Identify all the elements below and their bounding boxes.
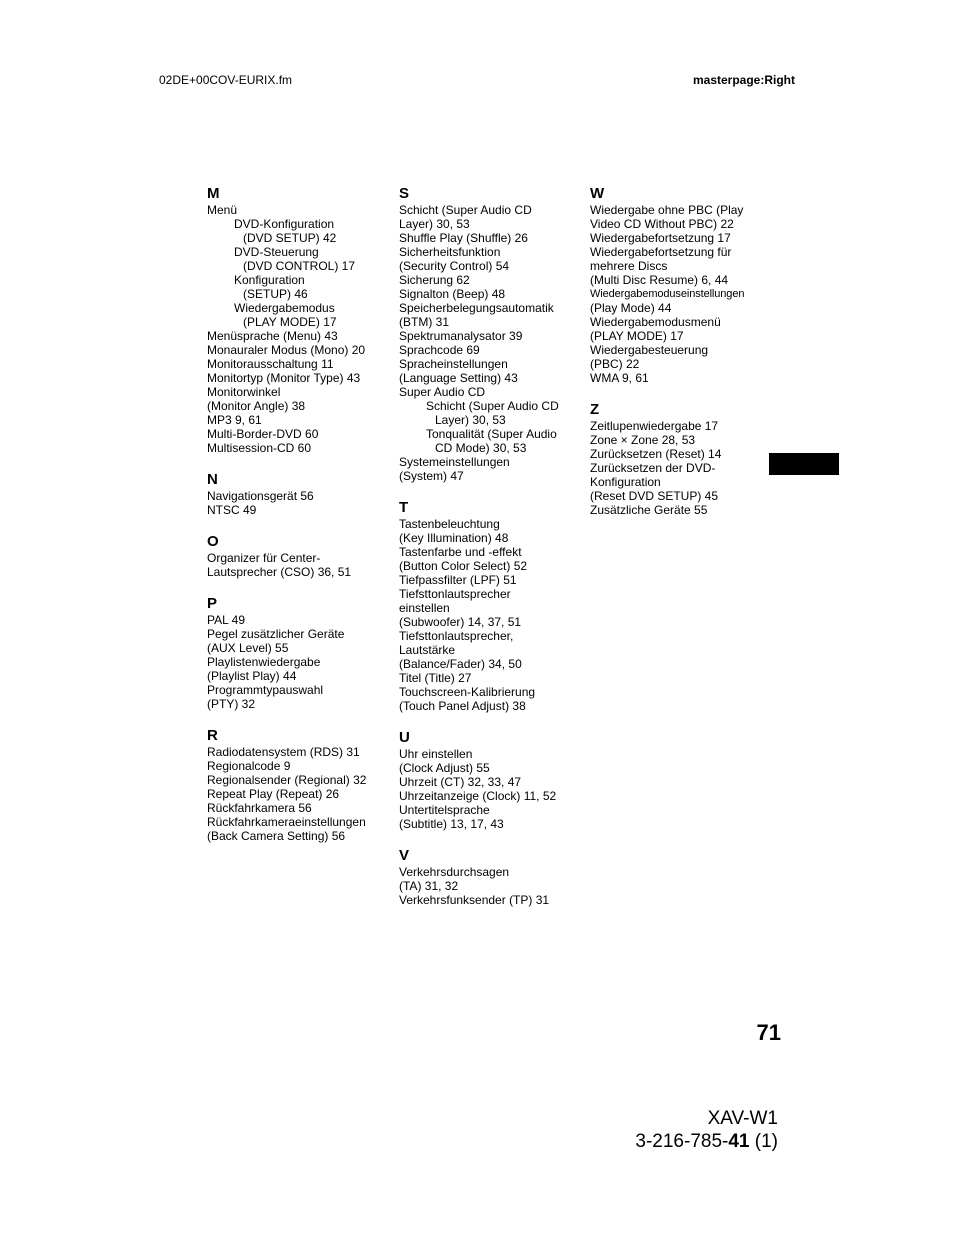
index-entry: Super Audio CD xyxy=(399,385,486,399)
section-letter: R xyxy=(207,727,218,744)
index-entry: Repeat Play (Repeat) 26 xyxy=(207,787,340,801)
index-section-r xyxy=(207,727,392,843)
index-entry: Tiefsttonlautsprecher, xyxy=(399,629,514,643)
index-entry: (Reset DVD SETUP) 45 xyxy=(590,489,719,503)
section-letter: Z xyxy=(590,401,600,418)
index-entry: Playlistenwiedergabe xyxy=(207,655,321,669)
index-entry: Lautsprecher (CSO) 36, 51 xyxy=(207,565,352,579)
index-entry: Schicht (Super Audio CD xyxy=(399,203,532,217)
index-entry: Konfiguration xyxy=(590,475,661,489)
index-entry: mehrere Discs xyxy=(590,259,668,273)
index-entry: Uhrzeit (CT) 32, 33, 47 xyxy=(399,775,522,789)
index-entry: Monauraler Modus (Mono) 20 xyxy=(207,343,366,357)
index-entry: Zusätzliche Geräte 55 xyxy=(590,503,708,517)
section-letter: U xyxy=(399,729,410,746)
section-tab-marker xyxy=(769,453,839,475)
page-number: 71 xyxy=(756,1020,781,1045)
index-entry: Regionalsender (Regional) 32 xyxy=(207,773,367,787)
model-code xyxy=(635,1130,778,1153)
index-section-p xyxy=(207,595,392,711)
index-entry: (Security Control) 54 xyxy=(399,259,510,273)
section-letter: P xyxy=(207,595,218,612)
index-entry: Pegel zusätzlicher Geräte xyxy=(207,627,345,641)
index-entry: (PLAY MODE) 17 xyxy=(590,329,684,343)
index-entry: Tiefpassfilter (LPF) 51 xyxy=(399,573,517,587)
index-entry: Titel (Title) 27 xyxy=(399,671,472,685)
index-entry: (Subtitle) 13, 17, 43 xyxy=(399,817,504,831)
index-entry: Wiedergabefortsetzung 17 xyxy=(590,231,731,245)
index-entry: Uhr einstellen xyxy=(399,747,473,761)
index-entry: (AUX Level) 55 xyxy=(207,641,289,655)
index-entry: (Touch Panel Adjust) 38 xyxy=(399,699,526,713)
index-entry: (Monitor Angle) 38 xyxy=(207,399,306,413)
section-letter: O xyxy=(207,533,219,550)
index-entry: Uhrzeitanzeige (Clock) 11, 52 xyxy=(399,789,557,803)
index-entry: Zurücksetzen der DVD- xyxy=(590,461,716,475)
index-entry: Menüsprache (Menu) 43 xyxy=(207,329,338,343)
index-entry: Wiedergabe ohne PBC (Play xyxy=(590,203,744,217)
section-letter: V xyxy=(399,847,410,864)
section-letter: M xyxy=(207,185,220,202)
index-entry: (DVD SETUP) 42 xyxy=(243,231,337,245)
index-entry: CD Mode) 30, 53 xyxy=(435,441,527,455)
index-entry: Rückfahrkameraeinstellungen xyxy=(207,815,366,829)
index-section-n xyxy=(207,471,392,517)
index-entry: (Key Illumination) 48 xyxy=(399,531,509,545)
index-entry: Video CD Without PBC) 22 xyxy=(590,217,734,231)
model-code-bold: 41 xyxy=(728,1131,750,1152)
index-section-t xyxy=(399,499,584,713)
index-entry: Layer) 30, 53 xyxy=(435,413,506,427)
index-entry: Touchscreen-Kalibrierung xyxy=(399,685,536,699)
index-entry: Spektrumanalysator 39 xyxy=(399,329,523,343)
index-entry: Multi-Border-DVD 60 xyxy=(207,427,319,441)
index-section-s xyxy=(399,185,584,483)
index-entry: Tiefsttonlautsprecher xyxy=(399,587,511,601)
index-entry: (System) 47 xyxy=(399,469,464,483)
index-entry: Rückfahrkamera 56 xyxy=(207,801,312,815)
model-code-prefix: 3-216-785- xyxy=(635,1131,729,1152)
index-entry: Speicherbelegungsautomatik xyxy=(399,301,554,315)
index-entry: Wiedergabemodusmenü xyxy=(590,315,721,329)
index-entry: Monitorwinkel xyxy=(207,385,281,399)
model-code-suffix: (1) xyxy=(749,1131,778,1152)
index-entry: Tastenbeleuchtung xyxy=(399,517,500,531)
index-column-3 xyxy=(590,185,775,533)
index-entry: Sicherung 62 xyxy=(399,273,470,287)
index-section-v xyxy=(399,847,584,907)
index-entry: WMA 9, 61 xyxy=(590,371,649,385)
index-entry: Wiedergabemodus xyxy=(234,301,335,315)
index-entry: Shuffle Play (Shuffle) 26 xyxy=(399,231,528,245)
index-section-u xyxy=(399,729,584,831)
index-entry: Lautstärke xyxy=(399,643,456,657)
index-entry: DVD-Konfiguration xyxy=(234,217,335,231)
index-entry: Systemeinstellungen xyxy=(399,455,510,469)
index-entry: Menü xyxy=(207,203,238,217)
index-entry: Tonqualität (Super Audio xyxy=(426,427,557,441)
index-entry: (SETUP) 46 xyxy=(243,287,308,301)
index-entry: PAL 49 xyxy=(207,613,246,627)
index-column-1 xyxy=(207,185,392,859)
index-entry: Monitortyp (Monitor Type) 43 xyxy=(207,371,361,385)
index-entry: (PBC) 22 xyxy=(590,357,640,371)
index-entry: (TA) 31, 32 xyxy=(399,879,459,893)
index-entry: MP3 9, 61 xyxy=(207,413,262,427)
index-entry: Wiedergabefortsetzung für xyxy=(590,245,732,259)
section-letter: S xyxy=(399,185,410,202)
header-filename: 02DE+00COV-EURIX.fm xyxy=(159,73,293,87)
index-entry: Verkehrsdurchsagen xyxy=(399,865,510,879)
index-entry: (BTM) 31 xyxy=(399,315,450,329)
index-entry: (Playlist Play) 44 xyxy=(207,669,297,683)
index-entry: (PLAY MODE) 17 xyxy=(243,315,337,329)
index-entry: Navigationsgerät 56 xyxy=(207,489,314,503)
index-entry: (PTY) 32 xyxy=(207,697,256,711)
index-entry: Zone × Zone 28, 53 xyxy=(590,433,696,447)
index-entry: Programmtypauswahl xyxy=(207,683,324,697)
index-column-2 xyxy=(399,185,584,923)
index-entry: Sprachcode 69 xyxy=(399,343,480,357)
index-entry: Multisession-CD 60 xyxy=(207,441,312,455)
index-entry: Regionalcode 9 xyxy=(207,759,291,773)
section-letter: W xyxy=(590,185,605,202)
header-masterpage: masterpage:Right xyxy=(692,73,795,87)
index-entry: NTSC 49 xyxy=(207,503,257,517)
index-section-o xyxy=(207,533,392,579)
index-entry: Radiodatensystem (RDS) 31 xyxy=(207,745,360,759)
index-entry: Signalton (Beep) 48 xyxy=(399,287,506,301)
index-entry: Konfiguration xyxy=(234,273,305,287)
index-entry: Wiedergabesteuerung xyxy=(590,343,709,357)
index-entry: (Play Mode) 44 xyxy=(590,301,672,315)
index-entry: Schicht (Super Audio CD xyxy=(426,399,559,413)
index-section-m xyxy=(207,185,392,455)
index-entry: (DVD CONTROL) 17 xyxy=(243,259,356,273)
index-entry: Verkehrsfunksender (TP) 31 xyxy=(399,893,550,907)
index-entry: (Clock Adjust) 55 xyxy=(399,761,490,775)
index-entry: Zurücksetzen (Reset) 14 xyxy=(590,447,722,461)
index-entry: DVD-Steuerung xyxy=(234,245,319,259)
index-entry: Sicherheitsfunktion xyxy=(399,245,501,259)
index-entry: Zeitlupenwiedergabe 17 xyxy=(590,419,719,433)
index-entry: Monitorausschaltung 11 xyxy=(207,357,334,371)
index-entry: einstellen xyxy=(399,601,450,615)
index-section-w xyxy=(590,185,775,385)
section-letter: N xyxy=(207,471,218,488)
index-entry: (Balance/Fader) 34, 50 xyxy=(399,657,522,671)
index-entry: Wiedergabemoduseinstellungen xyxy=(590,288,745,300)
index-entry: (Button Color Select) 52 xyxy=(399,559,528,573)
index-entry: Spracheinstellungen xyxy=(399,357,508,371)
model-name: XAV-W1 xyxy=(707,1108,778,1129)
index-entry: Organizer für Center- xyxy=(207,551,321,565)
section-letter: T xyxy=(399,499,409,516)
index-entry: (Language Setting) 43 xyxy=(399,371,518,385)
index-entry: (Back Camera Setting) 56 xyxy=(207,829,346,843)
index-section-z xyxy=(590,401,775,517)
model-block xyxy=(635,1107,778,1153)
index-entry: (Subwoofer) 14, 37, 51 xyxy=(399,615,522,629)
index-entry: Layer) 30, 53 xyxy=(399,217,470,231)
index-entry: (Multi Disc Resume) 6, 44 xyxy=(590,273,729,287)
index-entry: Untertitelsprache xyxy=(399,803,490,817)
index-entry: Tastenfarbe und -effekt xyxy=(399,545,522,559)
